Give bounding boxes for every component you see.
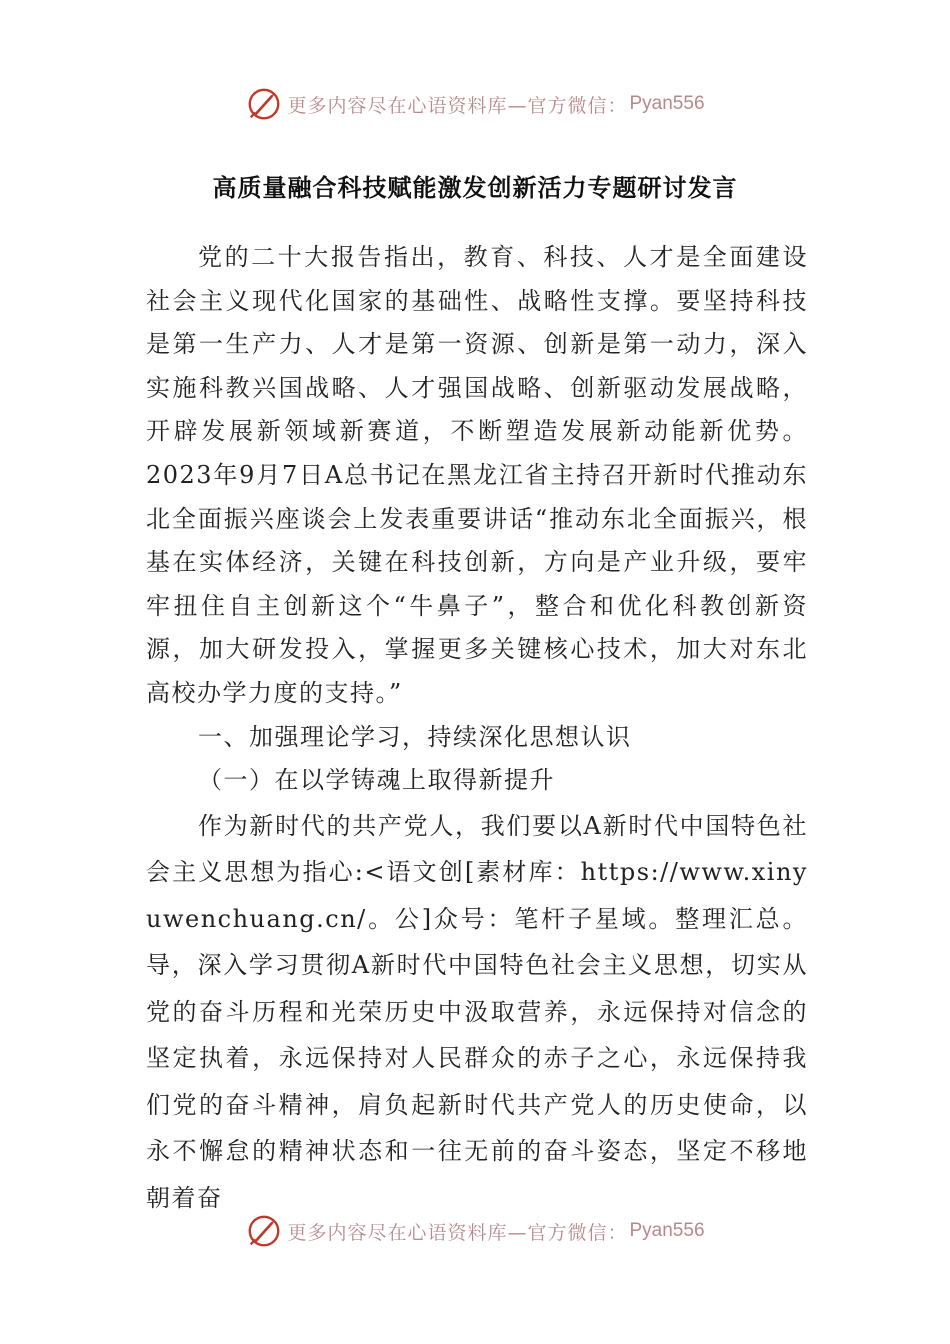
banner-handle: Pyan556 — [629, 1220, 705, 1241]
subsection-heading-1: （一）在以学铸魂上取得新提升 — [198, 766, 555, 795]
paragraph-study: 作为新时代的共产党人，我们要以A新时代中国特色社会主义思想为指心:<语文创[素材库：https://www.xinyuwenchuang.cn/。公]众号：笔杆子星域。整理汇总。导，深入学习贯彻A新时代中国特色社会主义思想，切实从党的奋斗历程和光荣历史中汲取营养，永远保持对信念的坚定执着，永远保持对人民群众的赤子之心，永远保持我们党的奋斗精神，肩负起新时代共产党人的历史使命，以永不懈怠的精神状态和一往无前的奋斗姿态，坚定不移地朝着奋 — [146, 811, 808, 1212]
header-banner — [0, 84, 950, 124]
document-title: 高质量融合科技赋能激发创新活力专题研讨发言 — [212, 174, 738, 202]
paragraph-intro: 党的二十大报告指出，教育、科技、人才是全面建设社会主义现代化国家的基础性、战略性支撑。要坚持科技是第一生产力、人才是第一资源、创新是第一动力，深入实施科教兴国战略、人才强国战略、创新驱动发展战略，开辟发展新领域新赛道，不断塑造发展新动能新优势。2023年9月7日A总书记在黑龙江省主持召开新时代推动东北全面振兴座谈会上发表重要讲话“推动东北全面振兴，根基在实体经济，关键在科技创新，方向是产业升级，要牢牢扭住自主创新这个“牛鼻子”，整合和优化科教创新资源，加大研发投入，掌握更多关键核心技术，加大对东北高校办学力度的支持。” — [146, 243, 808, 707]
banner-text: 更多内容尽在心语资料库—官方微信： — [287, 1221, 628, 1244]
pen-nib-logo-icon — [245, 85, 283, 123]
banner-handle: Pyan556 — [629, 93, 705, 114]
pen-nib-logo-icon — [245, 1212, 283, 1250]
section-heading-1: 一、加强理论学习，持续深化思想认识 — [198, 722, 632, 751]
footer-banner — [0, 1211, 950, 1251]
document-body — [146, 236, 808, 1221]
banner-text: 更多内容尽在心语资料库—官方微信： — [287, 94, 628, 117]
